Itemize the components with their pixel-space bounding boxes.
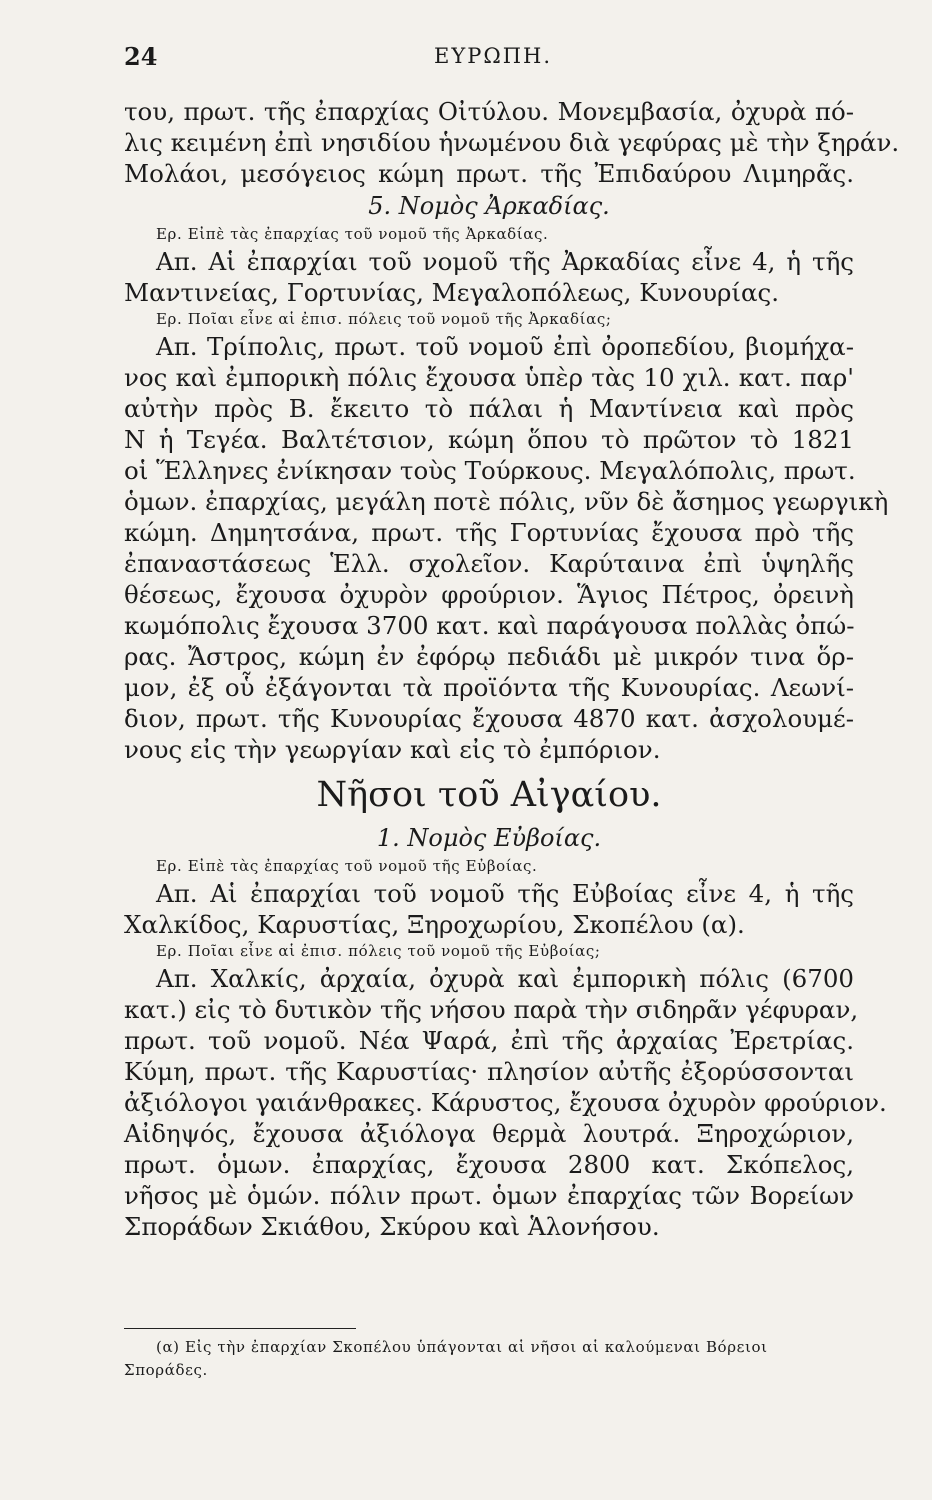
text-line: Αἰδηψός, ἔχουσα ἀξιόλογα θερμὰ λουτρά. Ξηροχώριον, [124,1119,854,1148]
text-line: κατ.) εἰς τὸ δυτικὸν τῆς νήσου παρὰ τὴν σιδηρᾶν γέφυραν, [124,995,859,1024]
text-line: Κύμη, πρωτ. τῆς Καρυστίας· πλησίον αὐτῆς ἐξορύσσονται [124,1057,854,1086]
answer-line: Απ. Αἱ ἐπαρχίαι τοῦ νομοῦ τῆς Εὐβοίας εἶνε 4, ἡ τῆς [156,879,854,908]
text-line: ρας. Ἄστρος, κώμη ἐν ἐφόρῳ πεδιάδι μὲ μικρόν τινα ὅρ- [124,642,854,671]
footnote-divider [124,1328,356,1329]
text-line: Χαλκίδος, Καρυστίας, Ξηροχωρίου, Σκοπέλου (α). [124,910,745,939]
question-line: Ερ. Εἰπὲ τὰς ἐπαρχίας τοῦ νομοῦ τῆς Ἀρκαδίας. [156,225,549,243]
text-line: θέσεως, ἔχουσα ὀχυρὸν φρούριον. Ἅγιος Πέτρος, ὀρεινὴ [124,580,854,609]
text-line: πρωτ. ὁμων. ἐπαρχίας, ἔχουσα 2800 κατ. Σκόπελος, [124,1150,854,1179]
answer-line: Απ. Τρίπολις, πρωτ. τοῦ νομοῦ ἐπὶ ὀροπεδίου, βιομήχα- [156,332,854,361]
text-line: του, πρωτ. τῆς ἐπαρχίας Οἰτύλου. Μονεμβασία, ὀχυρὰ πό- [124,97,854,126]
question-line: Ερ. Εἰπὲ τὰς ἐπαρχίας τοῦ νομοῦ τῆς Εὐβοίας. [156,857,538,875]
question-line: Ερ. Ποῖαι εἶνε αἱ ἐπισ. πόλεις τοῦ νομοῦ τῆς Ἀρκαδίας; [156,310,612,328]
text-line: οἱ Ἕλληνες ἐνίκησαν τοὺς Τούρκους. Μεγαλόπολις, πρωτ. [124,456,856,485]
text-line: ἀξιόλογοι γαιάνθρακες. Κάρυστος, ἔχουσα ὀχυρὸν φρούριον. [124,1088,887,1117]
subsection-heading: 1. Νομὸς Εὐβοίας. [376,824,602,852]
text-line: νος καὶ ἐμπορικὴ πόλις ἔχουσα ὑπὲρ τὰς 10 χιλ. κατ. παρ' [124,363,854,392]
answer-line: Απ. Χαλκίς, ἀρχαία, ὀχυρὰ καὶ ἐμπορικὴ πόλις (6700 [156,964,854,993]
text-line: Σποράδων Σκιάθου, Σκύρου καὶ Ἁλονήσου. [124,1212,660,1241]
text-line: κωμόπολις ἔχουσα 3700 κατ. καὶ παράγουσα πολλὰς ὀπώ- [124,611,855,640]
question-line: Ερ. Ποῖαι εἶνε αἱ ἐπισ. πόλεις τοῦ νομοῦ τῆς Εὐβοίας; [156,942,601,960]
text-line: πρωτ. τοῦ νομοῦ. Νέα Ψαρά, ἐπὶ τῆς ἀρχαίας Ἐρετρίας. [124,1026,854,1055]
page-header [124,42,854,82]
text-line: νῆσος μὲ ὁμών. πόλιν πρωτ. ὁμων ἐπαρχίας τῶν Βορείων [124,1181,854,1210]
running-title: ΕΥΡΩΠΗ. [434,44,553,68]
text-line: ἐπαναστάσεως Ἑλλ. σχολεῖον. Καρύταινα ἐπὶ ὑψηλῆς [124,549,854,578]
text-line: Μαντινείας, Γορτυνίας, Μεγαλοπόλεως, Κυνουρίας. [124,278,780,307]
text-line: αὐτὴν πρὸς Β. ἔκειτο τὸ πάλαι ἡ Μαντίνεια καὶ πρὸς [124,394,854,423]
subsection-heading: 5. Νομὸς Ἀρκαδίας. [368,192,610,220]
text-line: ὁμων. ἐπαρχίας, μεγάλη ποτὲ πόλις, νῦν δὲ ἄσημος γεωργικὴ [124,487,889,516]
text-line: κώμη. Δημητσάνα, πρωτ. τῆς Γορτυνίας ἔχουσα πρὸ τῆς [124,518,854,547]
footnote [124,1336,854,1382]
body-text [124,96,900,1242]
text-line: Μολάοι, μεσόγειος κώμη πρωτ. τῆς Ἐπιδαύρου Λιμηρᾶς. [124,159,854,188]
footnote-line: (α) Εἰς τὴν ἐπαρχίαν Σκοπέλου ὑπάγονται αἱ νῆσοι αἱ καλούμεναι Βόρειοι [156,1338,768,1356]
answer-line: Απ. Αἱ ἐπαρχίαι τοῦ νομοῦ τῆς Ἀρκαδίας εἶνε 4, ἡ τῆς [156,247,854,276]
text-line: λις κειμένη ἐπὶ νησιδίου ἡνωμένου διὰ γεφύρας μὲ τὴν ξηράν. [124,128,900,157]
text-line: Ν ἡ Τεγέα. Βαλτέτσιον, κώμη ὅπου τὸ πρῶτον τὸ 1821 [124,425,854,454]
section-heading: Νῆσοι τοῦ Αἰγαίου. [316,775,662,815]
page-number: 24 [124,42,158,71]
text-line: μον, ἐξ οὗ ἐξάγονται τὰ προϊόντα τῆς Κυνουρίας. Λεωνί- [124,673,854,702]
text-line: διον, πρωτ. τῆς Κυνουρίας ἔχουσα 4870 κατ. ἀσχολουμέ- [124,704,854,733]
footnote-line: Σποράδες. [124,1361,208,1379]
text-line: νους εἰς τὴν γεωργίαν καὶ εἰς τὸ ἐμπόριον. [124,735,661,764]
